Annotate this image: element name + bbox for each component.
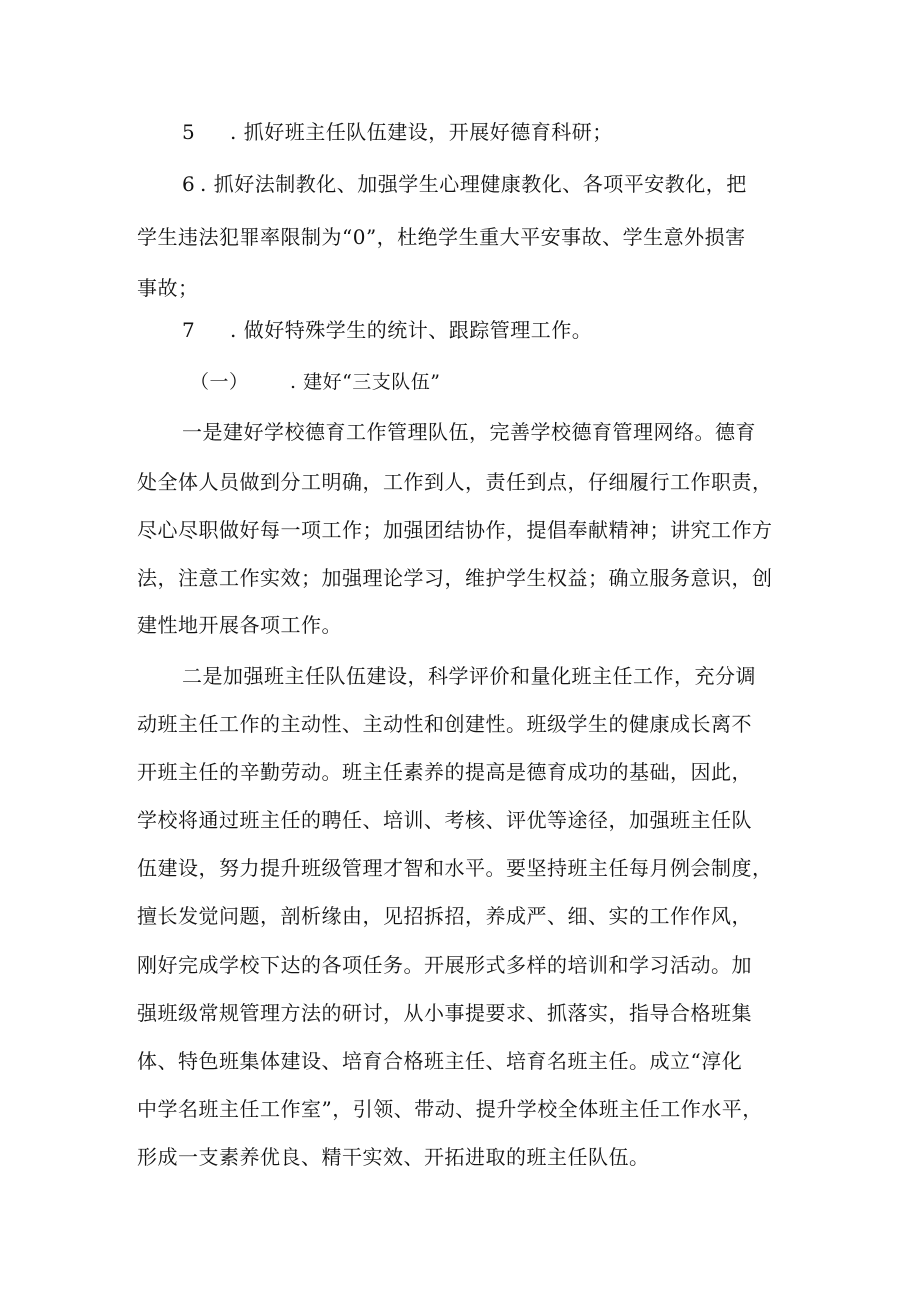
paragraph-line: 建性地开展各项工作。: [137, 613, 342, 637]
section-number: （一）: [190, 371, 249, 393]
paragraph-line: 强班级常规管理方法的研讨，从小事提要求、抓落实，指导合格班集: [137, 1001, 752, 1025]
paragraph-line: 一是建好学校德育工作管理队伍，完善学校德育管理网络。德育: [182, 420, 756, 444]
item-number: 5: [182, 120, 196, 144]
item-number: 7: [182, 318, 196, 342]
paragraph-line: 形成一支素养优良、精干实效、开拓进取的班主任队伍。: [137, 1145, 650, 1169]
list-item-7: [182, 318, 592, 342]
paragraph-line: 法，注意工作实效；加强理论学习，维护学生权益；确立服务意识，创: [137, 566, 773, 590]
paragraph-line: 处全体人员做到分工明确，工作到人，责任到点，仔细履行工作职责，: [137, 470, 773, 494]
item-number: 6: [182, 172, 196, 196]
paragraph-line: 擅长发觉问题，剖析缘由，见招拆招，养成严、细、实的工作作风，: [137, 904, 752, 928]
item-text: . 做好特殊学生的统计、跟踪管理工作。: [230, 318, 593, 342]
paragraph-line: 动班主任工作的主动性、主动性和创建性。班级学生的健康成长离不: [137, 712, 752, 736]
paragraph-line: 伍建设，努力提升班级管理才智和水平。要坚持班主任每月例会制度，: [137, 856, 773, 880]
paragraph-line: 刚好完成学校下达的各项任务。开展形式多样的培训和学习活动。加: [137, 953, 752, 977]
item-6-continuation-line: 事故；: [137, 276, 199, 300]
list-item-5: [182, 120, 613, 144]
item-text: . 抓好法制教化、加强学生心理健康教化、各项平安教化，把: [200, 172, 747, 196]
paragraph-line: 开班主任的辛勤劳动。班主任素养的提高是德育成功的基础，因此，: [137, 760, 752, 784]
paragraph-line: 体、特色班集体建设、培育合格班主任、培育名班主任。成立“淳化: [137, 1049, 743, 1073]
paragraph-line: 二是加强班主任队伍建设，科学评价和量化班主任工作，充分调: [182, 664, 756, 688]
list-item-6: [182, 172, 747, 196]
section-heading: [190, 370, 441, 394]
paragraph-line: 中学名班主任工作室”，引领、带动、提升学校全体班主任工作水平，: [137, 1097, 763, 1121]
paragraph-line: 尽心尽职做好每一项工作；加强团结协作，提倡奉献精神；讲究工作方: [137, 518, 773, 542]
item-text: . 抓好班主任队伍建设，开展好德育科研；: [230, 120, 613, 144]
item-6-continuation-line: 学生违法犯罪率限制为“0”，杜绝学生重大平安事故、学生意外损害: [137, 225, 746, 249]
section-title: . 建好“三支队伍”: [290, 371, 441, 393]
paragraph-line: 学校将通过班主任的聘任、培训、考核、评优等途径，加强班主任队: [137, 808, 752, 832]
